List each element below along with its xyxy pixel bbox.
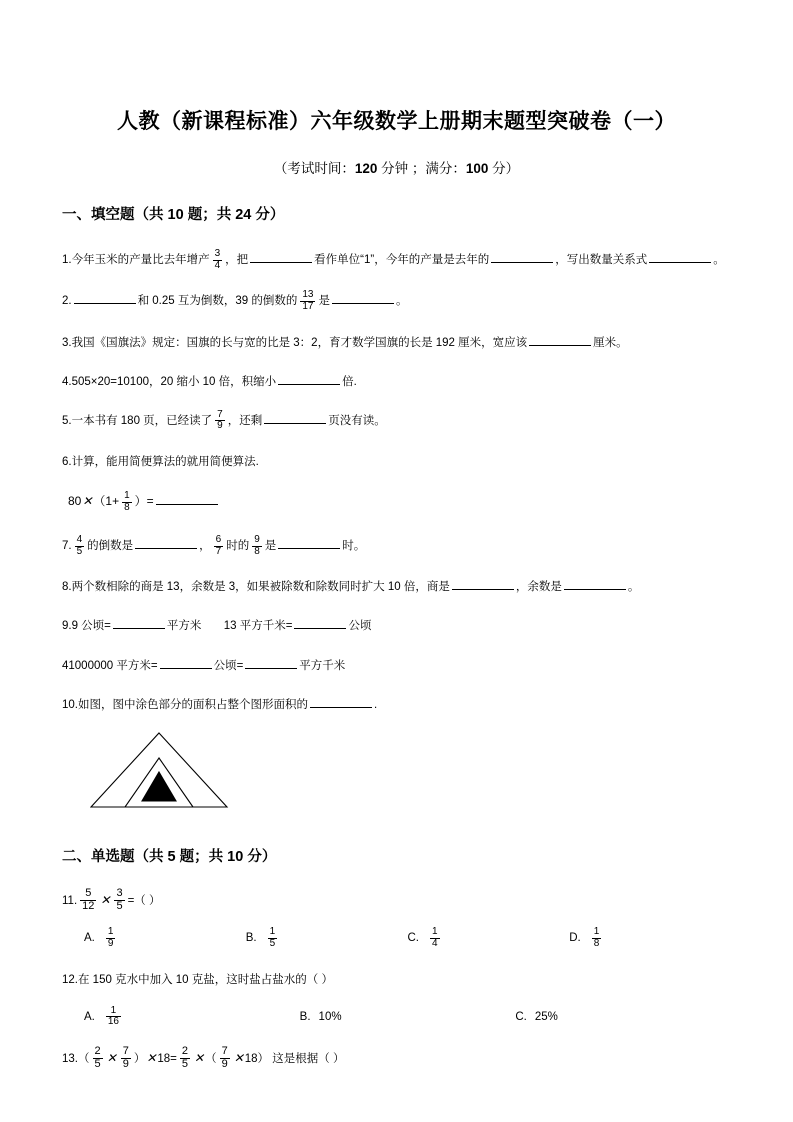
question-5 bbox=[62, 407, 731, 435]
q12-stem: 12.在 150 克水中加入 10 克盐，这时盐占盐水的（ ） bbox=[62, 973, 333, 986]
q7-text-a: 7. bbox=[62, 540, 72, 553]
q11-option-c[interactable]: C. $\frac{1}{4}$ bbox=[407, 926, 438, 949]
multiply-icon: ✕ bbox=[194, 1051, 205, 1066]
q8-text-c: 。 bbox=[627, 581, 640, 594]
q12-option-b-text: 10% bbox=[318, 1010, 342, 1023]
q2-text-b: 和 0.25 互为倒数，39 的倒数的 bbox=[137, 295, 298, 308]
q3-blank-1[interactable] bbox=[529, 344, 591, 346]
q7-text-b: 的倒数是 bbox=[87, 540, 134, 553]
q12-option-c-text: 25% bbox=[534, 1010, 558, 1023]
section2-pre: 二、单选题（共 bbox=[62, 848, 168, 865]
multiply-icon: ✕ bbox=[82, 494, 93, 509]
q9-blank-2[interactable] bbox=[294, 627, 346, 629]
section1-post: 分） bbox=[251, 207, 285, 224]
section2-mid: 题；共 bbox=[175, 848, 228, 865]
q11-option-b[interactable]: B. $\frac{1}{5}$ bbox=[245, 926, 276, 949]
q7-blank-2[interactable] bbox=[278, 547, 340, 549]
q9-blank-1[interactable] bbox=[113, 627, 165, 629]
q13-fraction-4: $\frac{7}{9}$ bbox=[221, 1045, 228, 1071]
q9-text-e: 41000000 平方米= bbox=[62, 659, 158, 672]
q5-text-a: 5.一本书有 180 页，已经读了 bbox=[62, 414, 213, 427]
q11-number: 11. bbox=[62, 894, 78, 907]
q1-text-e: 。 bbox=[713, 254, 725, 267]
q9-text-a: 9.9 公顷= bbox=[62, 620, 111, 633]
q13-text-mid3: （ bbox=[205, 1053, 217, 1066]
q1-blank-1[interactable] bbox=[250, 261, 312, 263]
question-7 bbox=[62, 532, 731, 560]
q13-fraction-2: $\frac{7}{9}$ bbox=[122, 1045, 129, 1071]
exam-info-post: 分） bbox=[488, 161, 520, 177]
exam-info bbox=[62, 157, 731, 177]
page-title: 人教（新课程标准）六年级数学上册期末题型突破卷（一） bbox=[117, 110, 676, 133]
q9-text-c: 13 平方千米= bbox=[223, 620, 293, 633]
q11-option-d[interactable]: D. $\frac{1}{8}$ bbox=[569, 926, 600, 949]
exam-time: 120 bbox=[354, 161, 378, 177]
q2-text-d: 。 bbox=[395, 295, 408, 308]
q1-text-b: ，把 bbox=[225, 254, 249, 267]
question-12 bbox=[62, 966, 731, 994]
q12-option-a-fraction: $\frac{1}{16}$ bbox=[107, 1004, 119, 1028]
q5-blank-1[interactable] bbox=[264, 422, 326, 424]
q1-text-c: 看作单位“1”，今年的产量是去年的 bbox=[314, 254, 490, 267]
section1-mid: 题；共 bbox=[183, 207, 236, 224]
q6-blank-1[interactable] bbox=[156, 503, 218, 505]
q7-fraction-1: $\frac{4}{5}$ bbox=[76, 533, 83, 557]
question-9-line-2 bbox=[62, 652, 731, 680]
q11-option-b-fraction: $\frac{1}{5}$ bbox=[269, 926, 276, 949]
q11-options bbox=[84, 926, 731, 951]
question-3 bbox=[62, 329, 731, 357]
q9-blank-4[interactable] bbox=[245, 667, 297, 669]
q11-option-c-fraction: $\frac{1}{4}$ bbox=[432, 926, 438, 949]
exam-total-score: 100 bbox=[465, 161, 489, 177]
q7-text-e: 是 bbox=[264, 540, 277, 553]
section1-points: 24 bbox=[235, 207, 252, 224]
question-8 bbox=[62, 573, 731, 601]
q8-text-a: 8.两个数相除的商是 13，余数是 3，如果被除数和除数同时扩大 10 倍，商是 bbox=[62, 581, 450, 594]
section2-post: 分） bbox=[243, 848, 277, 865]
exam-info-mid: 分钟 ；满分： bbox=[377, 161, 466, 177]
question-2 bbox=[62, 287, 731, 315]
multiply-icon: ✕ bbox=[146, 1051, 157, 1066]
q11-option-d-fraction: $\frac{1}{8}$ bbox=[593, 926, 600, 949]
q5-text-c: 页没有读。 bbox=[328, 414, 386, 427]
q2-fraction: $\frac{13}{17}$ bbox=[302, 289, 314, 312]
q10-text-a: 10.如图，图中涂色部分的面积占整个图形面积的 bbox=[62, 698, 308, 711]
q13-fraction-1: $\frac{2}{5}$ bbox=[94, 1045, 101, 1071]
q1-text-a: 1.今年玉米的产量比去年增产 bbox=[62, 254, 210, 267]
q6-operand: 80 bbox=[68, 494, 82, 509]
q7-fraction-2: $\frac{6}{7}$ bbox=[215, 533, 222, 557]
question-11 bbox=[62, 886, 731, 915]
section-heading-multiple-choice bbox=[62, 845, 731, 866]
q12-option-a[interactable]: A. $\frac{1}{16}$ bbox=[84, 1004, 119, 1028]
q1-text-d: ，写出数量关系式 bbox=[555, 254, 648, 267]
question-4 bbox=[62, 368, 731, 396]
q6-text-a: 6.计算，能用简便算法的就用简便算法. bbox=[62, 456, 259, 469]
section1-count: 10 bbox=[167, 207, 184, 224]
multiply-icon: ✕ bbox=[100, 892, 111, 907]
q7-text-d: 时的 bbox=[226, 540, 250, 553]
q13-text-mid4: 18） bbox=[244, 1053, 270, 1066]
q2-text-c: 是 bbox=[318, 295, 330, 308]
q12-option-c[interactable]: C. 25% bbox=[515, 1010, 558, 1023]
question-1 bbox=[62, 246, 731, 274]
question-13 bbox=[62, 1044, 731, 1073]
q10-blank-1[interactable] bbox=[310, 706, 372, 708]
q11-text-post: =（ ） bbox=[127, 894, 161, 907]
q10-text-b: . bbox=[373, 698, 378, 711]
q12-option-b[interactable]: B. 10% bbox=[299, 1010, 342, 1023]
q8-text-b: ，余数是 bbox=[515, 581, 562, 594]
q8-blank-2[interactable] bbox=[564, 588, 626, 590]
q9-text-g: 平方千米 bbox=[299, 659, 346, 672]
q6-expression bbox=[68, 487, 731, 516]
question-6 bbox=[62, 448, 731, 476]
q6-fraction: $\frac{1}{8}$ bbox=[124, 490, 130, 513]
q7-blank-1[interactable] bbox=[135, 547, 197, 549]
triangle-figure-svg bbox=[90, 730, 230, 810]
q4-text-b: 倍. bbox=[342, 375, 357, 388]
q13-fraction-3: $\frac{2}{5}$ bbox=[181, 1045, 189, 1071]
q6-text-post: ）= bbox=[134, 494, 154, 509]
q9-blank-3[interactable] bbox=[160, 667, 212, 669]
q9-text-d: 公顷 bbox=[348, 620, 372, 633]
q1-blank-3[interactable] bbox=[649, 261, 711, 263]
multiply-icon: ✕ bbox=[106, 1051, 117, 1066]
exam-info-pre: （考试时间： bbox=[273, 161, 355, 177]
q13-text-mid: ） bbox=[133, 1053, 146, 1066]
q8-blank-1[interactable] bbox=[452, 588, 514, 590]
section2-count: 5 bbox=[167, 848, 176, 865]
q7-text-f: 时。 bbox=[342, 540, 366, 553]
q11-fraction-2: $\frac{3}{5}$ bbox=[116, 887, 123, 912]
q6-text-mid: （1+ bbox=[93, 494, 120, 509]
q9-text-f: 公顷= bbox=[213, 659, 244, 672]
q5-text-b: ，还剩 bbox=[227, 414, 263, 427]
q4-text-a: 4.505×20=10100，20 缩小 10 倍，积缩小 bbox=[62, 375, 277, 388]
q12-options bbox=[84, 1005, 731, 1030]
q5-fraction: $\frac{7}{9}$ bbox=[217, 408, 223, 432]
q11-option-a[interactable]: A. $\frac{1}{9}$ bbox=[84, 926, 114, 949]
q13-text-mid2: 18= bbox=[157, 1053, 177, 1066]
q1-fraction: $\frac{3}{4}$ bbox=[214, 248, 221, 271]
multiply-icon: ✕ bbox=[233, 1051, 244, 1066]
q3-text-b: 厘米。 bbox=[593, 336, 628, 349]
q9-text-b: 平方米 bbox=[166, 620, 202, 633]
q2-blank-1[interactable] bbox=[74, 302, 136, 304]
q13-text-post: 这是根据（ ） bbox=[269, 1053, 345, 1066]
q2-text-a: 2. bbox=[62, 295, 72, 308]
q2-blank-2[interactable] bbox=[332, 302, 394, 304]
question-9-line-1 bbox=[62, 612, 731, 640]
section1-pre: 一、填空题（共 bbox=[62, 207, 168, 224]
question-10 bbox=[62, 691, 731, 719]
q1-blank-2[interactable] bbox=[491, 261, 553, 263]
triangle-shaded-figure bbox=[90, 730, 731, 815]
q7-text-c: ， bbox=[199, 540, 211, 553]
section-heading-fill-in bbox=[62, 203, 731, 224]
q3-text-a: 3.我国《国旗法》规定：国旗的长与宽的比是 3：2，育才数学国旗的长是 192 厘米，宽应该 bbox=[62, 336, 528, 349]
section2-points: 10 bbox=[227, 848, 244, 865]
q11-option-a-fraction: $\frac{1}{9}$ bbox=[107, 926, 114, 949]
q13-text-pre: 13.（ bbox=[62, 1053, 90, 1066]
q11-fraction-1: $\frac{5}{12}$ bbox=[82, 887, 95, 912]
q7-fraction-3: $\frac{9}{8}$ bbox=[254, 533, 260, 557]
q4-blank-1[interactable] bbox=[278, 383, 340, 385]
